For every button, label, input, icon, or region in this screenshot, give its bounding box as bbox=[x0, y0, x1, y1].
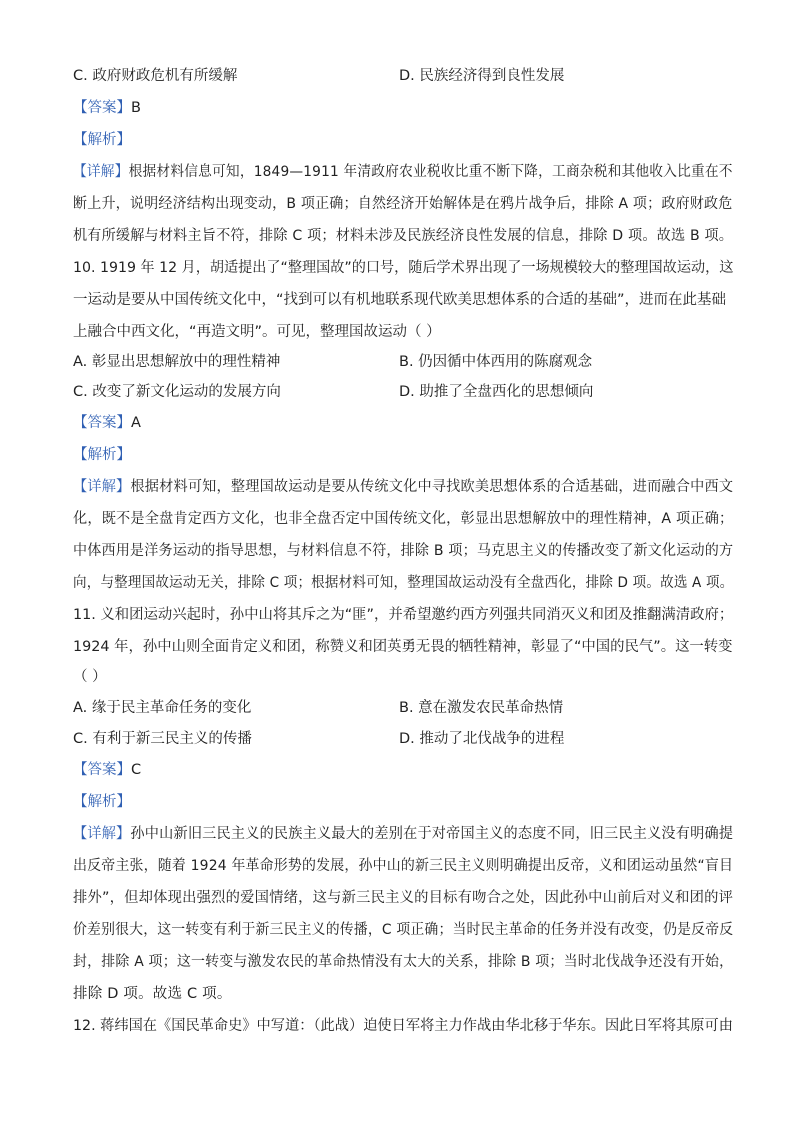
q11-detail-line-4: 价差别很大，这一转变有利于新三民主义的传播，C 项正确；当时民主革命的任务并没有改变，仍是反帝反 bbox=[73, 922, 734, 938]
answer-tag: 【答案】 bbox=[73, 762, 131, 778]
q11-detail-line-2: 出反帝主张，随着 1924 年革命形势的发展，孙中山的新三民主义则明确提出反帝，义和团运动虽然“盲目 bbox=[73, 858, 734, 874]
q10-stem-line-3: 上融合中西文化，“再造文明”。可见，整理国故运动（ ） bbox=[73, 324, 441, 340]
q12-stem-line-1: 12. 蒋纬国在《国民革命史》中写道：（此战）迫使日军将主力作战由华北移于华东。因此日军将其原可由 bbox=[73, 1018, 733, 1034]
q10-option-d: D. 助推了全盘西化的思想倾向 bbox=[399, 384, 594, 400]
q9-detail-line-1 bbox=[73, 162, 733, 182]
q10-answer bbox=[73, 413, 733, 433]
detail-text: 根据材料可知，整理国故运动是要从传统文化中寻找欧美思想体系的合适基础，进而融合中西文 bbox=[130, 479, 734, 495]
q9-answer bbox=[73, 98, 733, 118]
detail-text: 根据材料信息可知，1849—1911 年清政府农业税收比重不断下降，工商杂税和其他收入比重在不 bbox=[128, 164, 733, 180]
q11-detail-line-5: 封，排除 A 项；这一转变与激发农民的革命热情没有太大的关系，排除 B 项；当时北伐战争还没有开始， bbox=[73, 954, 734, 970]
q10-detail-line-2: 化，既不是全盘肯定西方文化，也非全盘否定中国传统文化，彰显出思想解放中的理性精神，A 项正确； bbox=[73, 511, 734, 527]
analysis-tag: 【解析】 bbox=[73, 794, 131, 810]
q10-stem-line-2: 一运动是要从中国传统文化中，“找到可以有机地联系现代欧美思想体系的合适的基础”，进而在此基础 bbox=[73, 292, 727, 308]
q9-detail-line-3: 机有所缓解与材料主旨不符，排除 C 项；材料未涉及民族经济良性发展的信息，排除 D 项。故选 B 项。 bbox=[73, 228, 734, 244]
q11-analysis-tag bbox=[73, 792, 733, 812]
q10-option-a: A. 彰显出思想解放中的理性精神 bbox=[73, 354, 281, 370]
q10-detail-line-1 bbox=[73, 477, 734, 497]
q11-stem-line-1: 11. 义和团运动兴起时，孙中山将其斥之为“匪”，并希望邀约西方列强共同消灭义和团及推翻满清政府； bbox=[73, 607, 734, 623]
q10-stem-line-1: 10. 1919 年 12 月，胡适提出了“整理国故”的口号，随后学术界出现了一场规模较大的整理国故运动，这 bbox=[73, 260, 734, 276]
detail-tag: 【详解】 bbox=[73, 479, 131, 495]
q11-detail-line-3: 排外”，但却体现出强烈的爱国情绪，这与新三民主义的目标有吻合之处，因此孙中山前后对义和团的评 bbox=[73, 890, 734, 906]
q11-detail-line-6: 排除 D 项。故选 C 项。 bbox=[73, 986, 232, 1002]
q10-analysis-tag bbox=[73, 445, 733, 465]
q10-detail-line-4: 向，与整理国故运动无关，排除 C 项；根据材料可知，整理国故运动没有全盘西化，排除 D 项。故选 A 项。 bbox=[73, 575, 734, 591]
q10-option-c: C. 改变了新文化运动的发展方向 bbox=[73, 384, 281, 400]
analysis-tag: 【解析】 bbox=[73, 132, 131, 148]
q11-answer bbox=[73, 760, 733, 780]
q11-option-d: D. 推动了北伐战争的进程 bbox=[399, 731, 565, 747]
q11-stem-line-3: （ ） bbox=[73, 669, 107, 685]
q10-detail-line-3: 中体西用是洋务运动的指导思想，与材料信息不符，排除 B 项；马克思主义的传播改变了新文化运动的方 bbox=[73, 543, 734, 559]
q9-option-d: D. 民族经济得到良性发展 bbox=[399, 68, 565, 84]
q9-option-c: C. 政府财政危机有所缓解 bbox=[73, 68, 238, 84]
answer-tag: 【答案】 bbox=[73, 415, 131, 431]
answer-value: B bbox=[131, 100, 141, 116]
q11-option-b: B. 意在激发农民革命热情 bbox=[399, 700, 564, 716]
q10-option-b: B. 仍因循中体西用的陈腐观念 bbox=[399, 354, 593, 370]
detail-tag: 【详解】 bbox=[73, 826, 131, 842]
detail-text: 孙中山新旧三民主义的民族主义最大的差别在于对帝国主义的态度不同，旧三民主义没有明确提 bbox=[130, 826, 734, 842]
answer-tag: 【答案】 bbox=[73, 100, 131, 116]
q9-detail-line-2: 断上升，说明经济结构出现变动，B 项正确；自然经济开始解体是在鸦片战争后，排除 A 项；政府财政危 bbox=[73, 196, 733, 212]
q9-analysis-tag bbox=[73, 130, 733, 150]
detail-tag: 【详解】 bbox=[73, 164, 129, 180]
q11-option-a: A. 缘于民主革命任务的变化 bbox=[73, 700, 252, 716]
analysis-tag: 【解析】 bbox=[73, 447, 131, 463]
q11-option-c: C. 有利于新三民主义的传播 bbox=[73, 731, 252, 747]
answer-value: C bbox=[131, 762, 142, 778]
q11-stem-line-2: 1924 年，孙中山则全面肯定义和团，称赞义和团英勇无畏的牺牲精神，彰显了“中国的民气”。这一转变 bbox=[73, 639, 733, 655]
q11-detail-line-1 bbox=[73, 824, 734, 844]
answer-value: A bbox=[131, 415, 141, 431]
